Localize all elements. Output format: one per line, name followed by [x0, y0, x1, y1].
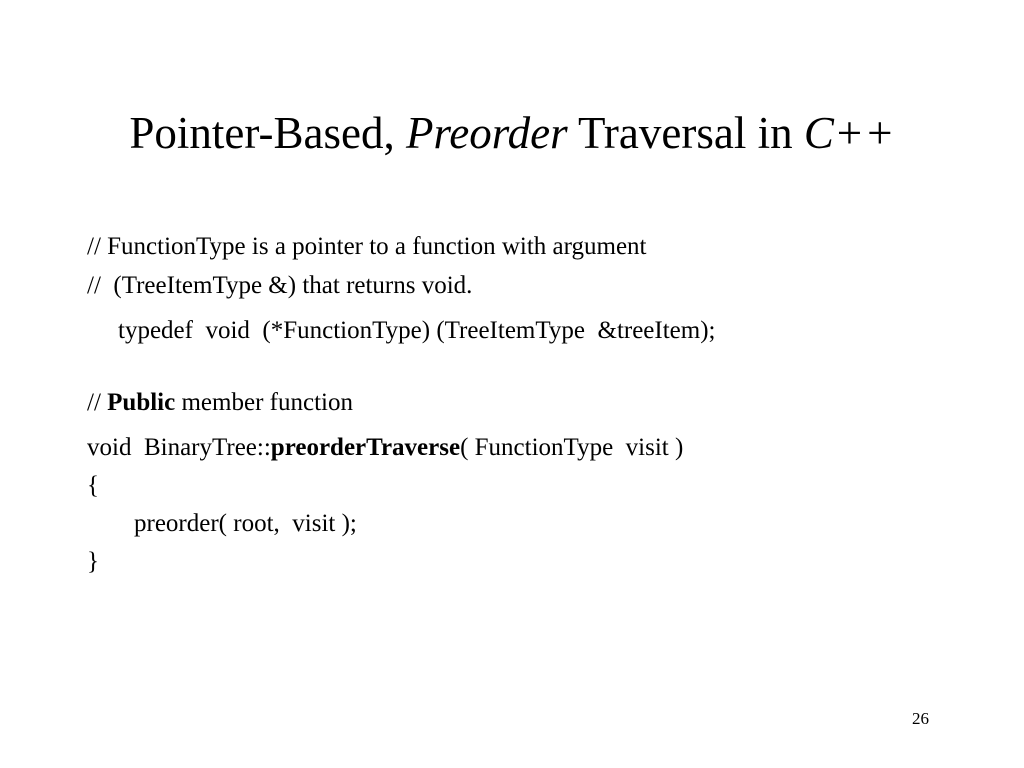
close-brace-line: } — [87, 548, 99, 575]
page-number: 26 — [912, 709, 929, 728]
title-part-4: C++ — [803, 108, 895, 158]
public-keyword: Public — [107, 389, 176, 416]
signature-line — [87, 433, 683, 463]
title-part-1: Pointer-Based, — [129, 108, 406, 158]
public-comment-suffix: member function — [175, 389, 353, 416]
comment-line-2: // (TreeItemType &) that returns void. — [87, 272, 473, 299]
function-name: preorderTraverse — [270, 434, 461, 461]
title-part-3: Traversal in — [567, 108, 804, 158]
function-body-line: preorder( root, visit ); — [134, 510, 357, 537]
signature-prefix: void BinaryTree:: — [87, 434, 271, 461]
signature-suffix: ( FunctionType visit ) — [460, 434, 684, 461]
typedef-line: typedef void (*FunctionType) (TreeItemType &treeItem); — [118, 317, 716, 344]
title-part-2: Preorder — [405, 108, 568, 158]
comment-line-1: // FunctionType is a pointer to a function with argument — [87, 233, 647, 260]
slide-title — [0, 106, 1024, 160]
open-brace-line: { — [87, 472, 99, 499]
public-comment-line — [87, 388, 353, 418]
public-comment-prefix: // — [87, 389, 108, 416]
